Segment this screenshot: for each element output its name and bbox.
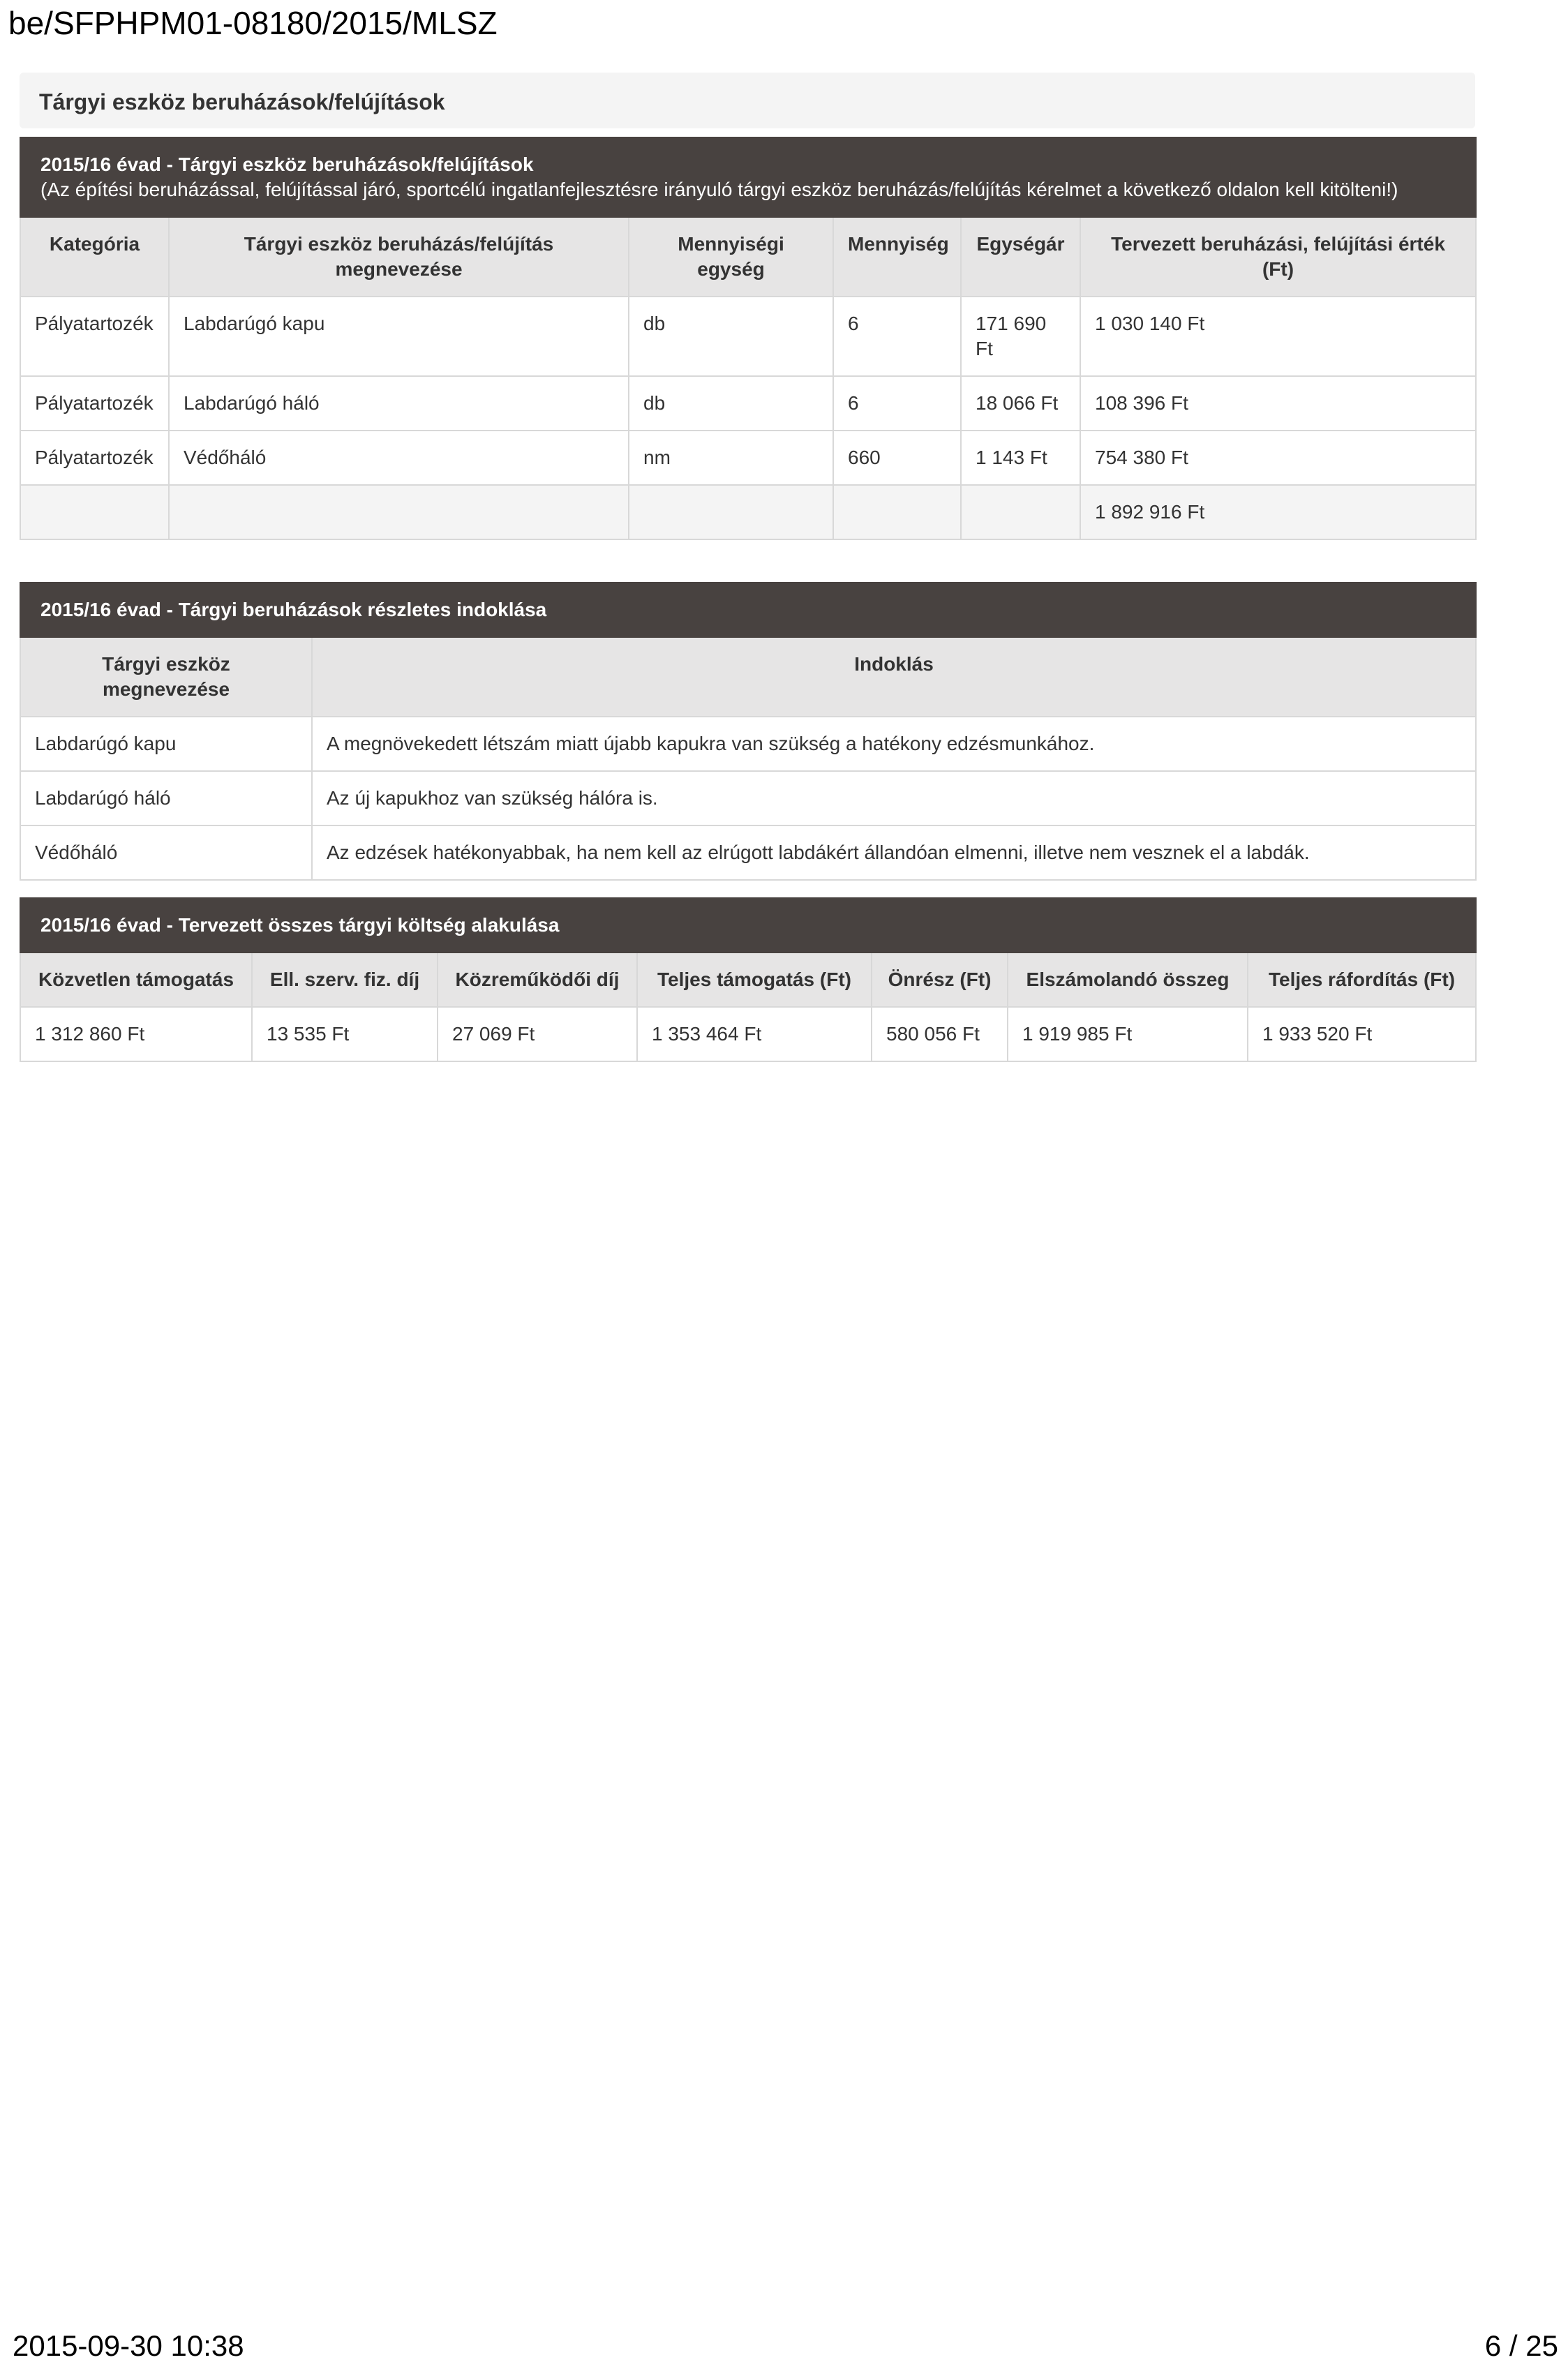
cell: 171 690 Ft (961, 297, 1080, 376)
cell: 1 353 464 Ft (637, 1007, 872, 1061)
cell: Labdarúgó háló (20, 771, 312, 825)
cell: Védőháló (169, 431, 629, 485)
cell: Pályatartozék (20, 431, 169, 485)
cell: 108 396 Ft (1080, 376, 1476, 431)
cell: 1 312 860 Ft (20, 1007, 252, 1061)
investment-table (20, 137, 1477, 540)
col-header: Kategória (20, 217, 169, 297)
table-row (20, 717, 1476, 771)
cell: 13 535 Ft (252, 1007, 438, 1061)
cell (20, 485, 169, 539)
footer-timestamp: 2015-09-30 10:38 (13, 2329, 244, 2362)
total-row (20, 485, 1476, 539)
page-number: 6 / 25 (1484, 2329, 1558, 2362)
table-row (20, 297, 1476, 376)
total-value: 1 892 916 Ft (1080, 485, 1476, 539)
cell: 660 (833, 431, 961, 485)
table-row (20, 1007, 1476, 1061)
justification-table (20, 582, 1477, 881)
table-row (20, 431, 1476, 485)
col-header: Tárgyi eszköz beruházás/felújítás megnevezése (169, 217, 629, 297)
col-header: Mennyiség (833, 217, 961, 297)
cell: 18 066 Ft (961, 376, 1080, 431)
cell (961, 485, 1080, 539)
col-header: Teljes ráfordítás (Ft) (1248, 952, 1476, 1007)
cell (169, 485, 629, 539)
cell: db (629, 376, 833, 431)
cell: 1 919 985 Ft (1008, 1007, 1248, 1061)
cell: Labdarúgó háló (169, 376, 629, 431)
table-row (20, 771, 1476, 825)
cell: Az új kapukhoz van szükség hálóra is. (312, 771, 1476, 825)
cost-summary-table (20, 897, 1477, 1062)
col-header: Közvetlen támogatás (20, 952, 252, 1007)
section-title: Tárgyi eszköz beruházások/felújítások (39, 89, 445, 114)
table-row (20, 376, 1476, 431)
cell: Labdarúgó kapu (20, 717, 312, 771)
cell: db (629, 297, 833, 376)
column-headers (20, 637, 1476, 717)
justification-table-header-bar (20, 583, 1476, 637)
cell: 580 056 Ft (872, 1007, 1008, 1061)
cell: Labdarúgó kapu (169, 297, 629, 376)
cell: 1 030 140 Ft (1080, 297, 1476, 376)
cell (629, 485, 833, 539)
investment-table-title: 2015/16 évad - Tárgyi eszköz beruházások/felújítások (40, 154, 534, 175)
cell: Az edzések hatékonyabbak, ha nem kell az elrúgott labdákért állandóan elmenni, illetve nem vesznek el a labdák. (312, 825, 1476, 880)
cell: 1 143 Ft (961, 431, 1080, 485)
col-header: Tervezett beruházási, felújítási érték (Ft) (1080, 217, 1476, 297)
justification-table-title: 2015/16 évad - Tárgyi beruházások részletes indoklása (40, 599, 547, 620)
cell: 754 380 Ft (1080, 431, 1476, 485)
cell: Védőháló (20, 825, 312, 880)
cell: 6 (833, 376, 961, 431)
cell: Pályatartozék (20, 376, 169, 431)
col-header: Ell. szerv. fiz. díj (252, 952, 438, 1007)
column-headers (20, 952, 1476, 1007)
cell: A megnövekedett létszám miatt újabb kapukra van szükség a hatékony edzésmunkához. (312, 717, 1476, 771)
cell: Pályatartozék (20, 297, 169, 376)
section-title-box (20, 73, 1475, 128)
col-header: Indoklás (312, 637, 1476, 717)
col-header: Egységár (961, 217, 1080, 297)
col-header: Tárgyi eszköz megnevezése (20, 637, 312, 717)
col-header: Közreműködői díj (438, 952, 637, 1007)
col-header: Elszámolandó összeg (1008, 952, 1248, 1007)
cell (833, 485, 961, 539)
cost-summary-header-bar (20, 898, 1476, 952)
col-header: Önrész (Ft) (872, 952, 1008, 1007)
cell: nm (629, 431, 833, 485)
cell: 6 (833, 297, 961, 376)
cell: 1 933 520 Ft (1248, 1007, 1476, 1061)
investment-table-header-bar (20, 137, 1476, 217)
cell: 27 069 Ft (438, 1007, 637, 1061)
document-id: be/SFPHPM01-08180/2015/MLSZ (8, 5, 498, 41)
investment-table-note: (Az építési beruházással, felújítással járó, sportcélú ingatlanfejlesztésre irányuló tárgyi eszköz beruházás/felújítás kérelmet a következő oldalon kell kitölteni!) (40, 179, 1398, 200)
cost-summary-title: 2015/16 évad - Tervezett összes tárgyi költség alakulása (40, 914, 560, 936)
col-header: Mennyiségi egység (629, 217, 833, 297)
col-header: Teljes támogatás (Ft) (637, 952, 872, 1007)
column-headers (20, 217, 1476, 297)
table-row (20, 825, 1476, 880)
